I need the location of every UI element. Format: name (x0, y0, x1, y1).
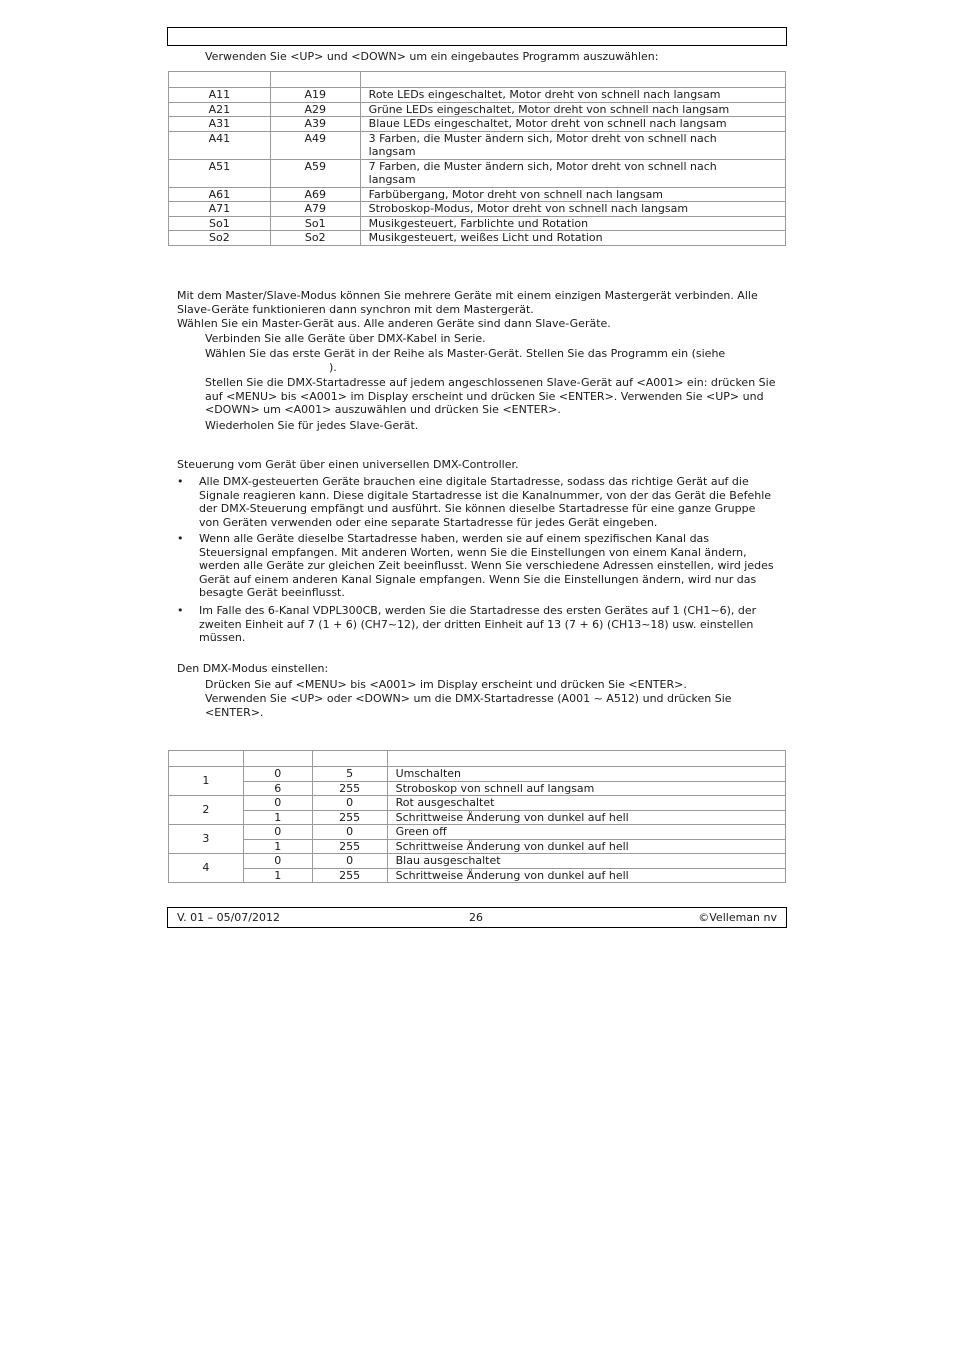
dmx-bullet-3: Im Falle des 6-Kanal VDPL300CB, werden Sie die Startadresse des ersten Gerätes auf 1 (CH1~6), der zweiten Einheit auf 7 (1 + 6) (CH7~12), der dritten Einheit auf 13 (7 + 6) (CH13~18) usw. einstellen müssen. (199, 604, 757, 644)
table-row: A41 A49 3 Farben, die Muster ändern sich, Motor dreht von schnell nach langsam (169, 131, 786, 159)
footer-copyright: ©Velleman nv (698, 911, 777, 924)
bullet-icon: • (177, 604, 184, 617)
channel-number: 3 (169, 825, 244, 854)
table-row: A51 A59 7 Farben, die Muster ändern sich, Motor dreht von schnell nach langsam (169, 159, 786, 187)
dmx-bullet-2: Wenn alle Geräte dieselbe Startadresse haben, werden sie auf einem spezifischen Kanal das Steuersignal empfangen. Mit anderen Worten, wenn Sie die Einstellungen von einem Kanal ändern, werden alle Geräte zur gleichen Zeit beeinflusst. Wenn Sie verschiedene Adressen einstellen, wird jedes Gerät auf einem anderen Kanal Signale empfangen. Wenn Sie die Einstellungen ändern, wird nur das besagte Gerät beeinflusst. (199, 532, 774, 599)
table-row: 1 0 5 Umschalten (169, 767, 786, 782)
channel-number: 1 (169, 767, 244, 796)
dmx-bullet-1: Alle DMX-gesteuerten Geräte brauchen eine digitale Startadresse, sodass das richtige Gerät auf die Signale reagieren kann. Diese digitale Startadresse ist die Kanalnummer, von der das Gerät die Befehle der DMX-Steuerung empfängt und ausführt. Sie können dieselbe Startadresse für eine ganze Gruppe von Geräten verwenden oder eine separate Startadresse für jedes Gerät eingeben. (199, 475, 772, 529)
table-row: 6 255 Stroboskop von schnell auf langsam (169, 781, 786, 796)
table-row: 1 255 Schrittweise Änderung von dunkel auf hell (169, 810, 786, 825)
footer-page-number: 26 (469, 911, 483, 924)
table-row: A11 A19 Rote LEDs eingeschaltet, Motor dreht von schnell nach langsam (169, 88, 786, 103)
channel-number: 2 (169, 796, 244, 825)
table-row: 4 0 0 Blau ausgeschaltet (169, 854, 786, 869)
page-footer (167, 907, 787, 928)
table-row: So2 So2 Musikgesteuert, weißes Licht und Rotation (169, 231, 786, 246)
dmx-mode-step-2: Verwenden Sie <UP> oder <DOWN> um die DMX-Startadresse (A001 ~ A512) und drücken Sie <ENTER>. (205, 692, 732, 719)
channel-number: 4 (169, 854, 244, 883)
master-slave-step-2-end: ). (329, 361, 337, 374)
master-slave-paragraph: Mit dem Master/Slave-Modus können Sie mehrere Geräte mit einem einzigen Mastergerät verbinden. Alle Slave-Geräte funktionieren dann synchron mit dem Mastergerät. (177, 289, 758, 316)
master-slave-step-3: Stellen Sie die DMX-Startadresse auf jedem angeschlossenen Slave-Gerät auf <A001> ein: drücken Sie auf <MENU> bis <A001> im Display erscheint und drücken Sie <ENTER>. Verwenden Sie <UP> und <DOWN> um <A001> auszuwählen und drücken Sie <ENTER>. (205, 376, 776, 416)
program-table (168, 71, 786, 246)
master-slave-step-4: Wiederholen Sie für jedes Slave-Gerät. (205, 419, 419, 432)
footer-version: V. 01 – 05/07/2012 (177, 911, 280, 924)
table-row: A31 A39 Blaue LEDs eingeschaltet, Motor dreht von schnell nach langsam (169, 117, 786, 132)
table-row: 2 0 0 Rot ausgeschaltet (169, 796, 786, 811)
master-slave-step-2: Wählen Sie das erste Gerät in der Reihe als Master-Gerät. Stellen Sie das Programm ein (siehe (205, 347, 726, 360)
channel-table (168, 750, 786, 883)
bullet-icon: • (177, 475, 184, 488)
master-select-paragraph: Wählen Sie ein Master-Gerät aus. Alle anderen Geräte sind dann Slave-Geräte. (177, 317, 611, 330)
table-row: A61 A69 Farbübergang, Motor dreht von schnell nach langsam (169, 187, 786, 202)
dmx-mode-intro: Den DMX-Modus einstellen: (177, 662, 329, 675)
program-table-header (169, 72, 786, 88)
table-row: 3 0 0 Green off (169, 825, 786, 840)
page-header-box (167, 27, 787, 46)
bullet-icon: • (177, 532, 184, 545)
table-row: 1 255 Schrittweise Änderung von dunkel auf hell (169, 868, 786, 883)
dmx-intro: Steuerung vom Gerät über einen universellen DMX-Controller. (177, 458, 519, 471)
table-row: 1 255 Schrittweise Änderung von dunkel auf hell (169, 839, 786, 854)
table-row: A71 A79 Stroboskop-Modus, Motor dreht von schnell nach langsam (169, 202, 786, 217)
dmx-mode-step-1: Drücken Sie auf <MENU> bis <A001> im Display erscheint und drücken Sie <ENTER>. (205, 678, 687, 691)
table-row: So1 So1 Musikgesteuert, Farblichte und Rotation (169, 216, 786, 231)
master-slave-step-1: Verbinden Sie alle Geräte über DMX-Kabel in Serie. (205, 332, 486, 345)
table-row: A21 A29 Grüne LEDs eingeschaltet, Motor dreht von schnell nach langsam (169, 102, 786, 117)
intro-line: Verwenden Sie <UP> und <DOWN> um ein eingebautes Programm auszuwählen: (205, 50, 659, 63)
channel-table-header (169, 751, 786, 767)
